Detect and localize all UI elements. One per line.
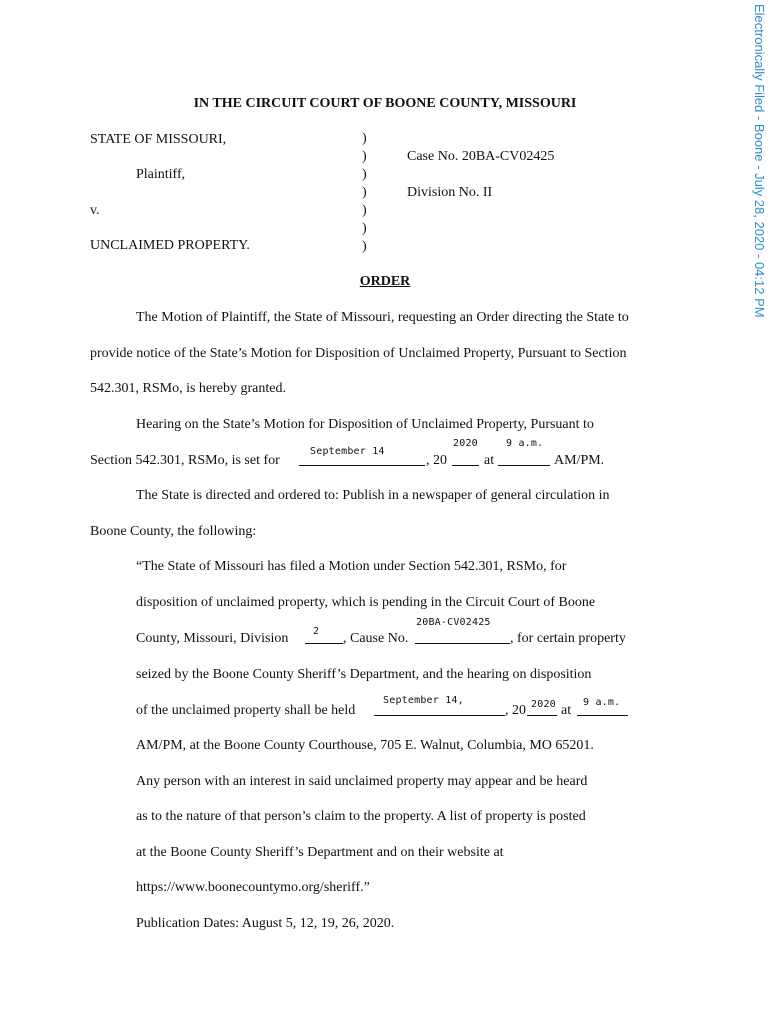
notice-line7: Any person with an interest in said unclaimed property may appear and be heard xyxy=(136,774,588,789)
court-title: IN THE CIRCUIT COURT OF BOONE COUNTY, MISSOURI xyxy=(193,96,577,111)
caption-paren: ) xyxy=(362,149,367,164)
para2-ampm: AM/PM. xyxy=(554,453,605,468)
division-blank xyxy=(305,631,343,644)
para3-line2: Boone County, the following: xyxy=(90,524,257,539)
hearing-time-blank xyxy=(498,453,550,466)
division-number: Division No. II xyxy=(407,185,493,200)
notice-line4: seized by the Boone County Sheriff’s Department, and the hearing on disposition xyxy=(136,667,592,682)
filled-hearing-time: 9 a.m. xyxy=(506,438,544,449)
filled-division: 2 xyxy=(313,626,320,637)
filled-cause-number: 20BA-CV02425 xyxy=(416,617,491,628)
notice-line5-a: of the unclaimed property shall be held xyxy=(136,703,356,718)
filled-notice-year: 2020 xyxy=(531,699,556,710)
caption-paren: ) xyxy=(362,167,367,182)
notice-line8: as to the nature of that person’s claim to the property. A list of property is posted xyxy=(136,809,586,824)
notice-line3-c: , for certain property xyxy=(510,631,626,646)
para3-line1: The State is directed and ordered to: Publish in a newspaper of general circulation in xyxy=(136,488,610,503)
para1-line2: provide notice of the State’s Motion for Disposition of Unclaimed Property, Pursuant to Section xyxy=(90,346,627,361)
caption-paren: ) xyxy=(362,185,367,200)
filled-hearing-year: 2020 xyxy=(453,438,478,449)
notice-line9: at the Boone County Sheriff’s Department and on their website at xyxy=(136,845,504,860)
para2-prefix: Section 542.301, RSMo, is set for xyxy=(90,453,280,468)
notice-line1: “The State of Missouri has filed a Motion under Section 542.301, RSMo, for xyxy=(136,559,567,574)
para2-line1: Hearing on the State’s Motion for Disposition of Unclaimed Property, Pursuant to xyxy=(136,417,594,432)
caption-paren: ) xyxy=(362,203,367,218)
filled-hearing-date: September 14 xyxy=(310,446,385,457)
filled-notice-time: 9 a.m. xyxy=(583,697,621,708)
notice-line2: disposition of unclaimed property, which is pending in the Circuit Court of Boone xyxy=(136,595,596,610)
electronic-filing-stamp: Electronically Filed - Boone - July 28, 2020 - 04:12 PM xyxy=(752,4,767,318)
notice-line3-a: County, Missouri, Division xyxy=(136,631,289,646)
order-heading: ORDER xyxy=(359,274,411,289)
plaintiff-name: STATE OF MISSOURI, xyxy=(90,132,227,147)
caption-paren: ) xyxy=(362,221,367,236)
filled-notice-date: September 14, xyxy=(383,695,464,706)
notice-line5-b: , 20 xyxy=(505,703,526,718)
notice-line3-b: , Cause No. xyxy=(343,631,409,646)
case-number: Case No. 20BA-CV02425 xyxy=(407,149,555,164)
para1-line3: 542.301, RSMo, is hereby granted. xyxy=(90,381,286,396)
plaintiff-role: Plaintiff, xyxy=(136,167,186,182)
notice-line5-c: at xyxy=(561,703,572,718)
notice-line6: AM/PM, at the Boone County Courthouse, 705 E. Walnut, Columbia, MO 65201. xyxy=(136,738,594,753)
publication-dates: Publication Dates: August 5, 12, 19, 26, 2020. xyxy=(136,916,395,931)
caption-paren: ) xyxy=(362,131,367,146)
para1-line1: The Motion of Plaintiff, the State of Missouri, requesting an Order directing the State to xyxy=(136,310,629,325)
caption-paren: ) xyxy=(362,239,367,254)
defendant-name: UNCLAIMED PROPERTY. xyxy=(90,238,250,253)
hearing-year-blank xyxy=(452,453,479,466)
cause-number-blank xyxy=(415,631,510,644)
para2-at: at xyxy=(484,453,495,468)
versus-text: v. xyxy=(90,203,100,218)
para2-comma20: , 20 xyxy=(426,453,447,468)
notice-line10: https://www.boonecountymo.org/sheriff.” xyxy=(136,880,370,895)
